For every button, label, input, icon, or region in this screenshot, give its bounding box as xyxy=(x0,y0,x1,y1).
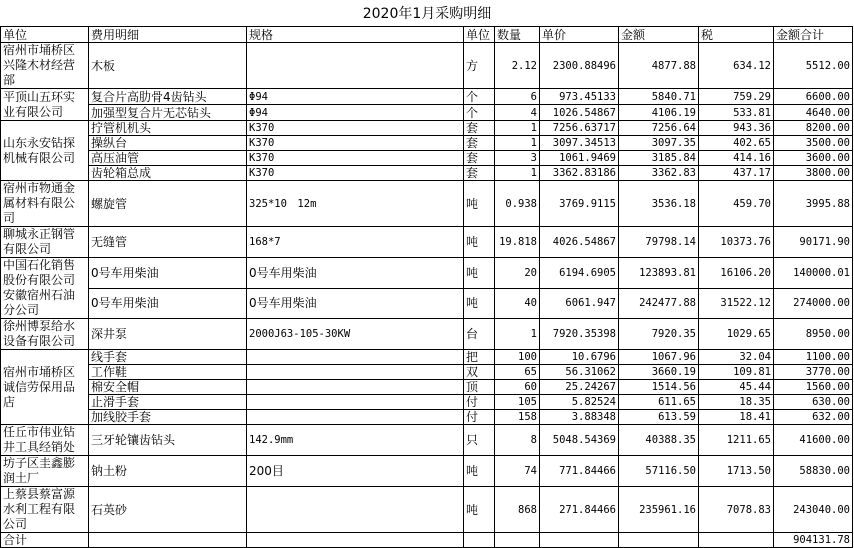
price-cell[interactable]: 1026.54867 xyxy=(540,105,619,121)
qty-cell[interactable]: 3 xyxy=(495,151,540,166)
total-cell[interactable]: 41600.00 xyxy=(774,425,853,456)
unit-cell[interactable]: 套 xyxy=(464,121,495,136)
total-cell[interactable]: 243040.00 xyxy=(774,487,853,533)
total-cell[interactable]: 3770.00 xyxy=(774,365,853,380)
amount-cell[interactable]: 1067.96 xyxy=(619,350,699,365)
price-cell[interactable]: 1061.9469 xyxy=(540,151,619,166)
table-row xyxy=(1,166,853,181)
empty-cell[interactable] xyxy=(495,533,540,548)
item-cell[interactable]: 加强型复合片无芯钻头 xyxy=(89,105,247,121)
tax-cell[interactable]: 437.17 xyxy=(699,166,774,181)
price-cell[interactable]: 7920.35398 xyxy=(540,319,619,350)
amount-cell[interactable]: 242477.88 xyxy=(619,288,699,319)
unit-cell[interactable]: 台 xyxy=(464,319,495,350)
qty-cell[interactable]: 4 xyxy=(495,105,540,121)
qty-cell[interactable]: 1 xyxy=(495,136,540,151)
unit-cell[interactable]: 把 xyxy=(464,350,495,365)
tax-cell[interactable]: 1211.65 xyxy=(699,425,774,456)
qty-cell[interactable]: 40 xyxy=(495,288,540,319)
total-cell[interactable]: 4640.00 xyxy=(774,105,853,121)
unit-cell[interactable]: 套 xyxy=(464,151,495,166)
table-row xyxy=(1,319,853,350)
item-cell[interactable]: 线手套 xyxy=(89,350,247,365)
unit-cell[interactable]: 套 xyxy=(464,136,495,151)
amount-cell[interactable]: 7920.35 xyxy=(619,319,699,350)
table-row xyxy=(1,136,853,151)
table-row xyxy=(1,89,853,105)
tax-cell[interactable]: 1713.50 xyxy=(699,456,774,487)
table-row xyxy=(1,151,853,166)
unit-cell[interactable]: 付 xyxy=(464,410,495,425)
qty-cell[interactable]: 100 xyxy=(495,350,540,365)
item-cell[interactable]: 木板 xyxy=(89,43,247,89)
spec-cell[interactable]: 200目 xyxy=(247,456,464,487)
spec-cell[interactable]: 0号车用柴油 xyxy=(247,258,464,289)
unit-cell[interactable]: 吨 xyxy=(464,456,495,487)
qty-cell[interactable]: 1 xyxy=(495,121,540,136)
qty-cell[interactable]: 20 xyxy=(495,258,540,289)
supplier-cell[interactable]: 山东永安钻探机械有限公司 xyxy=(1,121,89,181)
tax-cell[interactable]: 109.81 xyxy=(699,365,774,380)
table-row xyxy=(1,288,853,319)
total-cell[interactable]: 140000.01 xyxy=(774,258,853,289)
unit-cell[interactable]: 吨 xyxy=(464,258,495,289)
total-cell[interactable]: 274000.00 xyxy=(774,288,853,319)
supplier-cell[interactable]: 中国石化销售股份有限公司安徽宿州石油分公司 xyxy=(1,258,89,319)
price-cell[interactable]: 973.45133 xyxy=(540,89,619,105)
qty-cell[interactable]: 65 xyxy=(495,365,540,380)
price-cell[interactable]: 271.84466 xyxy=(540,487,619,533)
unit-cell[interactable]: 付 xyxy=(464,395,495,410)
amount-cell[interactable]: 4877.88 xyxy=(619,43,699,89)
item-cell[interactable]: 复合片高肋骨4齿钻头 xyxy=(89,89,247,105)
price-cell[interactable]: 56.31062 xyxy=(540,365,619,380)
qty-cell[interactable]: 8 xyxy=(495,425,540,456)
tax-cell[interactable]: 414.16 xyxy=(699,151,774,166)
tax-cell[interactable]: 10373.76 xyxy=(699,227,774,258)
spec-cell[interactable] xyxy=(247,365,464,380)
spec-cell[interactable]: K370 xyxy=(247,166,464,181)
empty-cell[interactable] xyxy=(540,533,619,548)
unit-cell[interactable]: 套 xyxy=(464,166,495,181)
tax-cell[interactable]: 402.65 xyxy=(699,136,774,151)
tax-cell[interactable]: 759.29 xyxy=(699,89,774,105)
price-cell[interactable]: 2300.88496 xyxy=(540,43,619,89)
unit-cell[interactable]: 顶 xyxy=(464,380,495,395)
qty-cell[interactable]: 868 xyxy=(495,487,540,533)
unit-cell[interactable]: 吨 xyxy=(464,227,495,258)
price-cell[interactable]: 5048.54369 xyxy=(540,425,619,456)
supplier-cell[interactable]: 宿州市埇桥区兴隆木材经营部 xyxy=(1,43,89,89)
qty-cell[interactable]: 19.818 xyxy=(495,227,540,258)
total-cell[interactable]: 6600.00 xyxy=(774,89,853,105)
qty-cell[interactable]: 60 xyxy=(495,380,540,395)
spec-cell[interactable] xyxy=(247,487,464,533)
unit-cell[interactable]: 双 xyxy=(464,365,495,380)
tax-cell[interactable]: 16106.20 xyxy=(699,258,774,289)
table-row xyxy=(1,105,853,121)
amount-cell[interactable]: 235961.16 xyxy=(619,487,699,533)
header-cell[interactable]: 金额 xyxy=(619,27,699,43)
tax-cell[interactable]: 45.44 xyxy=(699,380,774,395)
total-cell[interactable]: 8200.00 xyxy=(774,121,853,136)
item-cell[interactable]: 螺旋管 xyxy=(89,181,247,227)
tax-cell[interactable]: 31522.12 xyxy=(699,288,774,319)
tax-cell[interactable]: 18.35 xyxy=(699,395,774,410)
amount-cell[interactable]: 613.59 xyxy=(619,410,699,425)
amount-cell[interactable]: 57116.50 xyxy=(619,456,699,487)
item-cell[interactable]: 0号车用柴油 xyxy=(89,288,247,319)
supplier-cell[interactable]: 任丘市伟业钻井工具经销处 xyxy=(1,425,89,456)
spec-cell[interactable]: K370 xyxy=(247,121,464,136)
table-row xyxy=(1,181,853,227)
table-row xyxy=(1,227,853,258)
table-row xyxy=(1,350,853,365)
sheet-title: 2020年1月采购明细 xyxy=(362,6,492,22)
grand-total-cell[interactable]: 904131.78 xyxy=(774,533,853,548)
header-cell[interactable]: 单价 xyxy=(540,27,619,43)
tax-cell[interactable]: 18.41 xyxy=(699,410,774,425)
spec-cell[interactable] xyxy=(247,410,464,425)
amount-cell[interactable]: 3097.35 xyxy=(619,136,699,151)
unit-cell[interactable]: 方 xyxy=(464,43,495,89)
price-cell[interactable]: 6061.947 xyxy=(540,288,619,319)
item-cell[interactable]: 止滑手套 xyxy=(89,395,247,410)
price-cell[interactable]: 3097.34513 xyxy=(540,136,619,151)
unit-cell[interactable]: 吨 xyxy=(464,487,495,533)
table-row xyxy=(1,487,853,533)
amount-cell[interactable]: 5840.71 xyxy=(619,89,699,105)
table-row xyxy=(1,425,853,456)
price-cell[interactable]: 771.84466 xyxy=(540,456,619,487)
empty-cell[interactable] xyxy=(89,533,247,548)
spec-cell[interactable] xyxy=(247,350,464,365)
qty-cell[interactable]: 6 xyxy=(495,89,540,105)
supplier-cell[interactable]: 徐州博泵给水设备有限公司 xyxy=(1,319,89,350)
total-cell[interactable]: 3600.00 xyxy=(774,151,853,166)
total-cell[interactable]: 3500.00 xyxy=(774,136,853,151)
price-cell[interactable]: 6194.6905 xyxy=(540,258,619,289)
total-cell[interactable]: 1560.00 xyxy=(774,380,853,395)
item-cell[interactable]: 石英砂 xyxy=(89,487,247,533)
supplier-cell[interactable]: 平顶山五环实业有限公司 xyxy=(1,89,89,121)
spec-cell[interactable]: 168*7 xyxy=(247,227,464,258)
amount-cell[interactable]: 3536.18 xyxy=(619,181,699,227)
total-cell[interactable]: 5512.00 xyxy=(774,43,853,89)
qty-cell[interactable]: 158 xyxy=(495,410,540,425)
item-cell[interactable]: 齿轮箱总成 xyxy=(89,166,247,181)
table-row xyxy=(1,395,853,410)
item-cell[interactable]: 无缝管 xyxy=(89,227,247,258)
tax-cell[interactable]: 459.70 xyxy=(699,181,774,227)
tax-cell[interactable]: 7078.83 xyxy=(699,487,774,533)
table-row xyxy=(1,410,853,425)
amount-cell[interactable]: 4106.19 xyxy=(619,105,699,121)
table-row xyxy=(1,365,853,380)
item-cell[interactable]: 工作鞋 xyxy=(89,365,247,380)
amount-cell[interactable]: 3362.83 xyxy=(619,166,699,181)
price-cell[interactable]: 7256.63717 xyxy=(540,121,619,136)
item-cell[interactable]: 棉安全帽 xyxy=(89,380,247,395)
item-cell[interactable]: 操纵台 xyxy=(89,136,247,151)
header-cell[interactable]: 单位 xyxy=(464,27,495,43)
amount-cell[interactable]: 40388.35 xyxy=(619,425,699,456)
unit-cell[interactable]: 吨 xyxy=(464,288,495,319)
price-cell[interactable]: 5.82524 xyxy=(540,395,619,410)
tax-cell[interactable]: 634.12 xyxy=(699,43,774,89)
total-cell[interactable]: 8950.00 xyxy=(774,319,853,350)
item-cell[interactable]: 高压油管 xyxy=(89,151,247,166)
header-row xyxy=(1,27,853,43)
header-cell[interactable]: 数量 xyxy=(495,27,540,43)
spec-cell[interactable]: K370 xyxy=(247,151,464,166)
header-cell[interactable]: 税 xyxy=(699,27,774,43)
table-row xyxy=(1,121,853,136)
tax-cell[interactable]: 943.36 xyxy=(699,121,774,136)
amount-cell[interactable]: 123893.81 xyxy=(619,258,699,289)
total-cell[interactable]: 1100.00 xyxy=(774,350,853,365)
amount-cell[interactable]: 1514.56 xyxy=(619,380,699,395)
spec-cell[interactable]: K370 xyxy=(247,136,464,151)
table-row xyxy=(1,43,853,89)
footer-row xyxy=(1,533,853,548)
spec-cell[interactable]: 0号车用柴油 xyxy=(247,288,464,319)
total-cell[interactable]: 90171.90 xyxy=(774,227,853,258)
qty-cell[interactable]: 1 xyxy=(495,319,540,350)
table-row xyxy=(1,456,853,487)
supplier-cell[interactable]: 坊子区圭鑫膨润土厂 xyxy=(1,456,89,487)
footer-label[interactable]: 合计 xyxy=(1,533,89,548)
spec-cell[interactable]: Φ94 xyxy=(247,105,464,121)
qty-cell[interactable]: 0.938 xyxy=(495,181,540,227)
price-cell[interactable]: 4026.54867 xyxy=(540,227,619,258)
spec-cell[interactable] xyxy=(247,380,464,395)
unit-cell[interactable]: 只 xyxy=(464,425,495,456)
spec-cell[interactable] xyxy=(247,43,464,89)
supplier-cell[interactable]: 宿州市物通金属材料有限公司 xyxy=(1,181,89,227)
spec-cell[interactable]: 325*10 12m xyxy=(247,181,464,227)
unit-cell[interactable]: 个 xyxy=(464,89,495,105)
amount-cell[interactable]: 3185.84 xyxy=(619,151,699,166)
unit-cell[interactable]: 个 xyxy=(464,105,495,121)
spec-cell[interactable]: Φ94 xyxy=(247,89,464,105)
total-cell[interactable]: 630.00 xyxy=(774,395,853,410)
header-cell[interactable]: 金额合计 xyxy=(774,27,853,43)
header-cell[interactable]: 单位 xyxy=(1,27,89,43)
amount-cell[interactable]: 7256.64 xyxy=(619,121,699,136)
item-cell[interactable]: 拧管机机头 xyxy=(89,121,247,136)
amount-cell[interactable]: 79798.14 xyxy=(619,227,699,258)
total-cell[interactable]: 3800.00 xyxy=(774,166,853,181)
total-cell[interactable]: 3995.88 xyxy=(774,181,853,227)
supplier-cell[interactable]: 聊城永正钢管有限公司 xyxy=(1,227,89,258)
qty-cell[interactable]: 105 xyxy=(495,395,540,410)
empty-cell[interactable] xyxy=(699,533,774,548)
table-row xyxy=(1,258,853,289)
tax-cell[interactable]: 1029.65 xyxy=(699,319,774,350)
item-cell[interactable]: 钠土粉 xyxy=(89,456,247,487)
amount-cell[interactable]: 3660.19 xyxy=(619,365,699,380)
header-cell[interactable]: 费用明细 xyxy=(89,27,247,43)
price-cell[interactable]: 3769.9115 xyxy=(540,181,619,227)
spec-cell[interactable] xyxy=(247,395,464,410)
total-cell[interactable]: 58830.00 xyxy=(774,456,853,487)
header-cell[interactable]: 规格 xyxy=(247,27,464,43)
price-cell[interactable]: 10.6796 xyxy=(540,350,619,365)
item-cell[interactable]: 0号车用柴油 xyxy=(89,258,247,289)
empty-cell[interactable] xyxy=(464,533,495,548)
qty-cell[interactable]: 1 xyxy=(495,166,540,181)
item-cell[interactable]: 深井泵 xyxy=(89,319,247,350)
empty-cell[interactable] xyxy=(619,533,699,548)
qty-cell[interactable]: 2.12 xyxy=(495,43,540,89)
item-cell[interactable]: 加线胶手套 xyxy=(89,410,247,425)
item-cell[interactable]: 三牙轮镶齿钻头 xyxy=(89,425,247,456)
supplier-cell[interactable]: 宿州市埇桥区诚信劳保用品店 xyxy=(1,350,89,425)
spec-cell[interactable]: 142.9mm xyxy=(247,425,464,456)
tax-cell[interactable]: 533.81 xyxy=(699,105,774,121)
qty-cell[interactable]: 74 xyxy=(495,456,540,487)
total-cell[interactable]: 632.00 xyxy=(774,410,853,425)
purchase-table xyxy=(0,26,853,548)
table-row xyxy=(1,380,853,395)
unit-cell[interactable]: 吨 xyxy=(464,181,495,227)
supplier-cell[interactable]: 上蔡县蔡富源水利工程有限公司 xyxy=(1,487,89,533)
tax-cell[interactable]: 32.04 xyxy=(699,350,774,365)
price-cell[interactable]: 25.24267 xyxy=(540,380,619,395)
empty-cell[interactable] xyxy=(247,533,464,548)
amount-cell[interactable]: 611.65 xyxy=(619,395,699,410)
price-cell[interactable]: 3362.83186 xyxy=(540,166,619,181)
spec-cell[interactable]: 2000J63-105-30KW xyxy=(247,319,464,350)
price-cell[interactable]: 3.88348 xyxy=(540,410,619,425)
